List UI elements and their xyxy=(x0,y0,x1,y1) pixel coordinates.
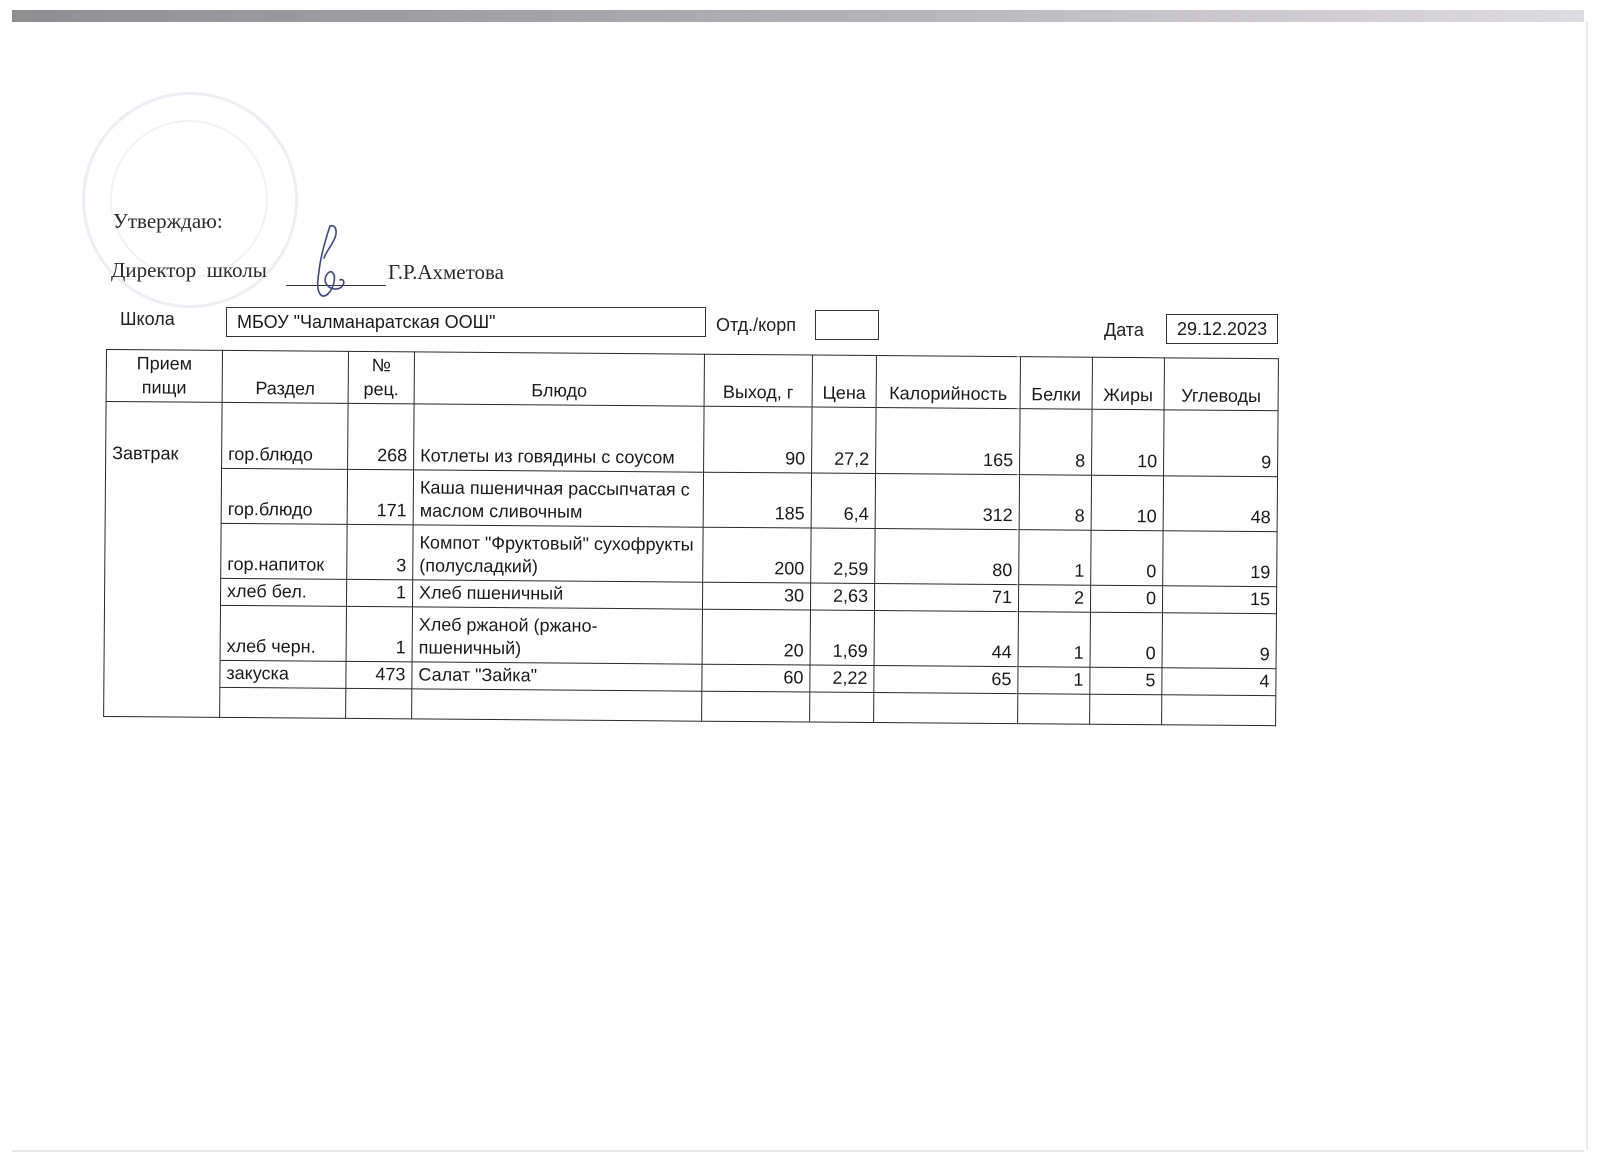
cell-recipe: 1 xyxy=(346,579,412,607)
cell-protein: 1 xyxy=(1018,612,1090,668)
cell-calories: 312 xyxy=(875,474,1019,530)
cell-fat: 10 xyxy=(1091,475,1163,531)
cell-recipe: 473 xyxy=(346,661,412,689)
cell-price: 2,22 xyxy=(810,665,874,693)
cell-carbs: 9 xyxy=(1164,410,1279,477)
cell-carbs: 9 xyxy=(1162,613,1276,669)
cell-carbs: 15 xyxy=(1162,586,1276,614)
cell-yield: 60 xyxy=(702,664,810,692)
faded-stamp-inner-ring xyxy=(110,120,268,278)
cell-carbs: 4 xyxy=(1162,668,1276,696)
cell-dish: Хлеб пшеничный xyxy=(412,580,702,609)
cell-section: хлеб бел. xyxy=(220,578,346,606)
empty-cell xyxy=(412,689,702,721)
header-fat: Жиры xyxy=(1092,357,1164,410)
date-label: Дата xyxy=(1104,320,1144,340)
cell-recipe: 1 xyxy=(346,606,412,662)
cell-fat: 0 xyxy=(1091,530,1163,586)
empty-cell xyxy=(1018,694,1090,725)
cell-calories: 71 xyxy=(874,584,1018,612)
table-row xyxy=(105,522,1277,586)
cell-yield: 90 xyxy=(704,406,813,473)
cell-yield: 200 xyxy=(703,527,811,583)
cell-carbs: 48 xyxy=(1163,476,1277,532)
header-dish: Блюдо xyxy=(414,352,704,406)
signature-icon xyxy=(296,222,366,317)
empty-cell xyxy=(1090,694,1162,725)
date-field: 29.12.2023 xyxy=(1166,314,1278,344)
header-protein: Белки xyxy=(1020,357,1092,410)
school-field: МБОУ "Чалманаратская ООШ" xyxy=(226,307,706,337)
cell-yield: 185 xyxy=(703,472,811,528)
cell-protein: 8 xyxy=(1019,475,1091,531)
table-header-row xyxy=(106,350,1278,411)
header-yield: Выход, г xyxy=(704,354,812,407)
header-price: Цена xyxy=(812,355,876,408)
empty-cell xyxy=(810,692,874,723)
cell-price: 2,59 xyxy=(811,528,875,584)
school-label: Школа xyxy=(120,309,175,329)
cell-calories: 80 xyxy=(875,529,1019,585)
cell-protein: 8 xyxy=(1020,409,1093,476)
cell-dish: Компот "Фруктовый" сухофрукты (полусладкий) xyxy=(413,525,703,582)
cell-section: закуска xyxy=(220,660,346,688)
cell-section: гор.блюдо xyxy=(221,468,347,524)
dept-label: Отд./корп xyxy=(716,315,796,335)
scan-right-edge xyxy=(1586,22,1588,1150)
cell-yield: 30 xyxy=(702,582,810,610)
signer-name: Г.Р.Ахметова xyxy=(388,260,504,284)
cell-protein: 1 xyxy=(1018,667,1090,695)
cell-section: гор.напиток xyxy=(221,523,347,579)
scan-top-edge xyxy=(12,10,1584,22)
cell-section: хлеб черн. xyxy=(220,605,346,661)
table-row xyxy=(104,604,1276,668)
cell-calories: 165 xyxy=(876,408,1021,475)
cell-yield: 20 xyxy=(702,609,810,665)
menu-table xyxy=(103,349,1279,726)
cell-calories: 44 xyxy=(874,611,1018,667)
header-section: Раздел xyxy=(222,350,348,403)
table-row xyxy=(105,468,1277,532)
cell-protein: 1 xyxy=(1019,530,1091,586)
cell-calories: 65 xyxy=(874,666,1018,694)
cell-recipe: 268 xyxy=(348,403,415,470)
header-recipe: № рец. xyxy=(348,351,414,404)
cell-dish: Хлеб ржаной (ржано-пшеничный) xyxy=(412,607,702,664)
cell-price: 27,2 xyxy=(812,407,877,474)
cell-fat: 0 xyxy=(1090,585,1162,613)
empty-cell xyxy=(220,687,346,718)
cell-price: 1,69 xyxy=(810,610,874,666)
dept-field xyxy=(815,310,879,340)
header-calories: Калорийность xyxy=(876,356,1020,409)
meal-cell: Завтрак xyxy=(104,402,222,718)
cell-dish: Котлеты из говядины с соусом xyxy=(414,404,705,472)
cell-fat: 0 xyxy=(1090,612,1162,668)
cell-fat: 5 xyxy=(1090,667,1162,695)
header-meal: Прием пищи xyxy=(106,350,222,403)
approve-label: Утверждаю: xyxy=(113,209,223,233)
cell-protein: 2 xyxy=(1018,585,1090,613)
cell-section: гор.блюдо xyxy=(222,402,349,469)
cell-recipe: 3 xyxy=(347,524,413,580)
cell-price: 6,4 xyxy=(811,473,875,529)
cell-carbs: 19 xyxy=(1163,531,1277,587)
table-row xyxy=(106,402,1278,477)
empty-cell xyxy=(702,691,810,722)
cell-recipe: 171 xyxy=(347,469,413,525)
scan-bottom-edge xyxy=(12,1150,1584,1152)
director-label: Директор школы xyxy=(111,258,267,282)
empty-cell xyxy=(874,693,1018,724)
cell-price: 2,63 xyxy=(810,583,874,611)
cell-fat: 10 xyxy=(1092,409,1165,476)
cell-dish: Салат "Зайка" xyxy=(412,662,702,691)
empty-cell xyxy=(1162,695,1276,726)
cell-dish: Каша пшеничная рассыпчатая с маслом сливочным xyxy=(413,470,703,527)
header-carbs: Углеводы xyxy=(1164,358,1278,411)
empty-cell xyxy=(346,688,412,719)
